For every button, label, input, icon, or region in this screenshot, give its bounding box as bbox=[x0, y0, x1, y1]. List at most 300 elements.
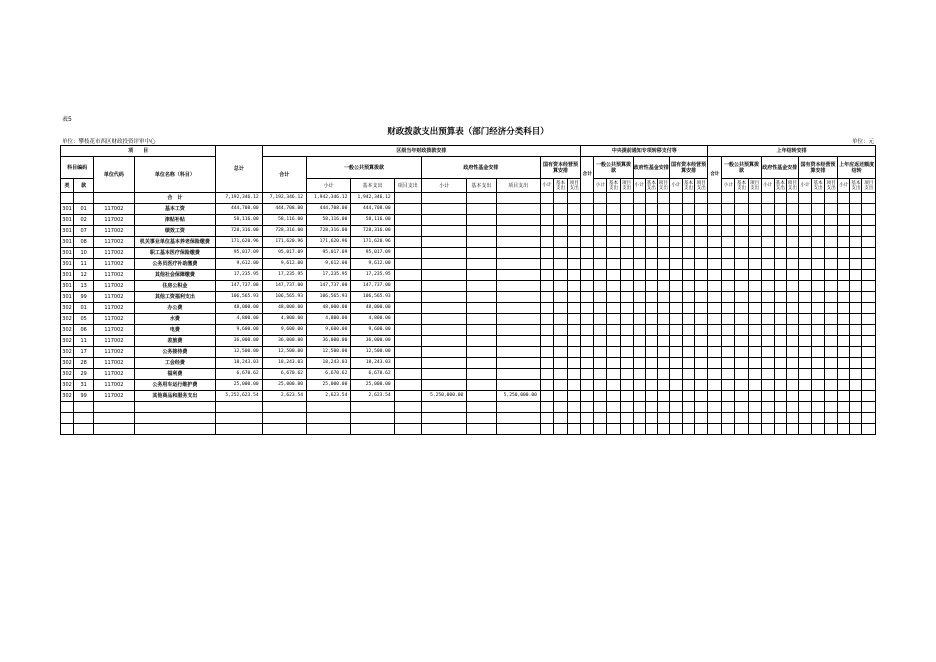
cell-district-total: 106,565.93 bbox=[262, 292, 306, 303]
header-prior-state-capital: 国有资本经营预算安排 bbox=[798, 157, 837, 179]
empty-cell bbox=[581, 226, 594, 237]
empty-cell bbox=[708, 281, 722, 292]
empty-cell bbox=[669, 402, 682, 413]
empty-cell bbox=[633, 391, 645, 402]
empty-cell bbox=[812, 325, 825, 336]
empty-cell bbox=[540, 347, 553, 358]
empty-cell bbox=[862, 347, 876, 358]
page-title: 财政拨款支出预算表（部门经济分类科目） bbox=[387, 127, 549, 137]
empty-cell bbox=[774, 413, 786, 424]
cell-total bbox=[216, 402, 262, 413]
empty-cell bbox=[838, 314, 850, 325]
empty-cell bbox=[862, 226, 876, 237]
empty-cell bbox=[786, 369, 798, 380]
cell-unit-code: 117002 bbox=[94, 248, 134, 259]
cell-unit-code: 117002 bbox=[94, 303, 134, 314]
cell-gf-project bbox=[496, 402, 540, 413]
cell-gp-subtotal: 95,017.09 bbox=[306, 248, 350, 259]
cell-gp-basic: 95,017.09 bbox=[351, 248, 394, 259]
empty-cell bbox=[748, 303, 761, 314]
cell-category bbox=[61, 413, 74, 424]
empty-cell bbox=[786, 347, 798, 358]
empty-cell bbox=[708, 325, 722, 336]
header-p-sc-subtotal: 小计 bbox=[798, 179, 811, 193]
empty-cell bbox=[568, 303, 581, 314]
cell-unit-code: 117002 bbox=[94, 281, 134, 292]
empty-cell bbox=[645, 314, 657, 325]
empty-cell bbox=[568, 325, 581, 336]
cell-unit-name: 福利费 bbox=[134, 369, 216, 380]
empty-cell bbox=[735, 402, 748, 413]
empty-cell bbox=[607, 347, 620, 358]
header-c-sc-subtotal: 小计 bbox=[669, 179, 682, 193]
empty-cell bbox=[850, 270, 862, 281]
cell-gp-project bbox=[394, 204, 421, 215]
cell-item: 11 bbox=[74, 336, 94, 347]
cell-total bbox=[216, 424, 262, 435]
cell-category: 301 bbox=[61, 281, 74, 292]
empty-cell bbox=[761, 413, 774, 424]
empty-cell bbox=[774, 248, 786, 259]
empty-cell bbox=[633, 424, 645, 435]
cell-gf-subtotal bbox=[421, 193, 466, 204]
cell-gf-basic bbox=[467, 347, 496, 358]
empty-cell bbox=[581, 215, 594, 226]
cell-total: 171,620.96 bbox=[216, 237, 262, 248]
cell-gp-subtotal: 2,623.54 bbox=[306, 391, 350, 402]
empty-cell bbox=[607, 325, 620, 336]
empty-cell bbox=[695, 336, 708, 347]
empty-cell bbox=[812, 204, 825, 215]
cell-gf-subtotal: 5,250,000.00 bbox=[421, 391, 466, 402]
cell-unit-name: 住房公积金 bbox=[134, 281, 216, 292]
empty-cell bbox=[695, 424, 708, 435]
empty-cell bbox=[553, 281, 567, 292]
empty-cell bbox=[708, 369, 722, 380]
cell-unit-name bbox=[134, 402, 216, 413]
cell-total: 17,235.95 bbox=[216, 270, 262, 281]
empty-cell bbox=[825, 281, 838, 292]
empty-cell bbox=[540, 204, 553, 215]
empty-cell bbox=[620, 204, 633, 215]
empty-cell bbox=[633, 413, 645, 424]
cell-gp-basic: 2,623.54 bbox=[351, 391, 394, 402]
empty-cell bbox=[862, 325, 876, 336]
empty-cell bbox=[645, 424, 657, 435]
empty-cell bbox=[850, 193, 862, 204]
empty-cell bbox=[708, 336, 722, 347]
empty-cell bbox=[695, 303, 708, 314]
cell-gf-subtotal bbox=[421, 270, 466, 281]
cell-gf-basic bbox=[467, 369, 496, 380]
empty-cell bbox=[682, 248, 694, 259]
empty-cell bbox=[735, 226, 748, 237]
empty-cell bbox=[825, 347, 838, 358]
empty-cell bbox=[669, 369, 682, 380]
cell-total: 48,000.00 bbox=[216, 303, 262, 314]
cell-gp-project bbox=[394, 237, 421, 248]
empty-cell bbox=[620, 402, 633, 413]
empty-cell bbox=[850, 380, 862, 391]
header-category: 类 bbox=[61, 179, 74, 193]
empty-cell bbox=[708, 314, 722, 325]
empty-cell bbox=[812, 380, 825, 391]
empty-cell bbox=[682, 314, 694, 325]
cell-gf-subtotal bbox=[421, 314, 466, 325]
empty-cell bbox=[607, 402, 620, 413]
cell-unit-name: 津贴补贴 bbox=[134, 215, 216, 226]
cell-category: 301 bbox=[61, 259, 74, 270]
empty-cell bbox=[568, 347, 581, 358]
cell-gp-subtotal: 58,116.00 bbox=[306, 215, 350, 226]
empty-cell bbox=[850, 281, 862, 292]
empty-cell bbox=[825, 402, 838, 413]
empty-cell bbox=[620, 237, 633, 248]
empty-cell bbox=[695, 380, 708, 391]
empty-cell bbox=[581, 237, 594, 248]
empty-cell bbox=[708, 303, 722, 314]
cell-gf-basic bbox=[467, 215, 496, 226]
empty-cell bbox=[722, 391, 735, 402]
empty-cell bbox=[568, 259, 581, 270]
currency-label: 单位：元 bbox=[851, 139, 874, 145]
empty-cell bbox=[633, 369, 645, 380]
cell-total bbox=[216, 413, 262, 424]
empty-cell bbox=[862, 259, 876, 270]
empty-cell bbox=[722, 226, 735, 237]
empty-cell bbox=[657, 303, 669, 314]
empty-cell bbox=[607, 292, 620, 303]
cell-gf-basic bbox=[467, 193, 496, 204]
cell-category bbox=[61, 193, 74, 204]
empty-cell bbox=[594, 402, 607, 413]
empty-cell bbox=[825, 391, 838, 402]
empty-cell bbox=[594, 215, 607, 226]
empty-cell bbox=[862, 336, 876, 347]
empty-cell bbox=[594, 380, 607, 391]
cell-unit-name: 办公费 bbox=[134, 303, 216, 314]
empty-cell bbox=[553, 413, 567, 424]
empty-cell bbox=[669, 281, 682, 292]
header-p-sr-project: 项目支出 bbox=[862, 179, 876, 193]
empty-cell bbox=[540, 248, 553, 259]
cell-unit-code bbox=[94, 424, 134, 435]
cell-district-total: 58,116.00 bbox=[262, 215, 306, 226]
cell-district-total: 12,500.00 bbox=[262, 347, 306, 358]
empty-cell bbox=[581, 193, 594, 204]
empty-cell bbox=[798, 237, 811, 248]
empty-cell bbox=[594, 193, 607, 204]
empty-cell bbox=[761, 303, 774, 314]
empty-cell bbox=[748, 270, 761, 281]
budget-table bbox=[60, 145, 876, 435]
empty-cell bbox=[540, 303, 553, 314]
header-gp-basic: 基本支出 bbox=[351, 179, 394, 193]
empty-cell bbox=[594, 369, 607, 380]
cell-district-total: 48,000.00 bbox=[262, 303, 306, 314]
cell-item: 29 bbox=[74, 369, 94, 380]
cell-gp-subtotal: 17,235.95 bbox=[306, 270, 350, 281]
empty-cell bbox=[607, 259, 620, 270]
cell-gf-project bbox=[496, 292, 540, 303]
empty-cell bbox=[812, 413, 825, 424]
cell-gp-subtotal bbox=[306, 424, 350, 435]
empty-cell bbox=[735, 270, 748, 281]
cell-gp-project bbox=[394, 336, 421, 347]
header-subject-code: 科目编码 bbox=[61, 157, 94, 179]
empty-cell bbox=[825, 215, 838, 226]
cell-unit-name bbox=[134, 424, 216, 435]
empty-cell bbox=[838, 391, 850, 402]
empty-cell bbox=[708, 391, 722, 402]
empty-cell bbox=[657, 215, 669, 226]
empty-cell bbox=[761, 226, 774, 237]
empty-cell bbox=[774, 193, 786, 204]
empty-cell bbox=[812, 369, 825, 380]
cell-category: 302 bbox=[61, 369, 74, 380]
cell-item: 13 bbox=[74, 281, 94, 292]
empty-cell bbox=[682, 226, 694, 237]
empty-cell bbox=[850, 402, 862, 413]
empty-cell bbox=[761, 237, 774, 248]
empty-cell bbox=[594, 259, 607, 270]
cell-gf-basic bbox=[467, 292, 496, 303]
empty-cell bbox=[786, 336, 798, 347]
empty-cell bbox=[812, 226, 825, 237]
empty-cell bbox=[568, 226, 581, 237]
cell-gp-subtotal: 1,942,346.12 bbox=[306, 193, 350, 204]
cell-item bbox=[74, 193, 94, 204]
cell-gp-basic: 17,235.95 bbox=[351, 270, 394, 281]
empty-cell bbox=[682, 237, 694, 248]
empty-cell bbox=[645, 248, 657, 259]
cell-district-total: 9,600.00 bbox=[262, 325, 306, 336]
cell-gf-project bbox=[496, 325, 540, 336]
empty-cell bbox=[708, 215, 722, 226]
empty-cell bbox=[812, 270, 825, 281]
cell-district-total bbox=[262, 413, 306, 424]
cell-district-total: 18,243.03 bbox=[262, 358, 306, 369]
empty-cell bbox=[735, 380, 748, 391]
empty-cell bbox=[862, 369, 876, 380]
empty-cell bbox=[695, 237, 708, 248]
empty-cell bbox=[786, 215, 798, 226]
cell-unit-name: 水费 bbox=[134, 314, 216, 325]
cell-gf-subtotal bbox=[421, 248, 466, 259]
cell-total: 36,000.00 bbox=[216, 336, 262, 347]
empty-cell bbox=[722, 380, 735, 391]
empty-cell bbox=[825, 336, 838, 347]
empty-cell bbox=[838, 303, 850, 314]
cell-unit-code: 117002 bbox=[94, 314, 134, 325]
cell-item: 28 bbox=[74, 358, 94, 369]
empty-cell bbox=[761, 402, 774, 413]
table-row bbox=[61, 347, 876, 358]
empty-cell bbox=[568, 237, 581, 248]
empty-cell bbox=[620, 380, 633, 391]
empty-cell bbox=[695, 259, 708, 270]
empty-cell bbox=[682, 336, 694, 347]
empty-cell bbox=[812, 193, 825, 204]
cell-category bbox=[61, 402, 74, 413]
cell-gp-project bbox=[394, 358, 421, 369]
table-row bbox=[61, 281, 876, 292]
empty-cell bbox=[645, 226, 657, 237]
empty-cell bbox=[568, 358, 581, 369]
table-row bbox=[61, 358, 876, 369]
cell-item: 05 bbox=[74, 314, 94, 325]
empty-cell bbox=[735, 303, 748, 314]
cell-total: 728,316.00 bbox=[216, 226, 262, 237]
cell-gp-basic: 4,800.00 bbox=[351, 314, 394, 325]
empty-cell bbox=[748, 369, 761, 380]
empty-cell bbox=[607, 303, 620, 314]
empty-cell bbox=[862, 358, 876, 369]
empty-cell bbox=[862, 391, 876, 402]
table-row bbox=[61, 380, 876, 391]
empty-cell bbox=[850, 314, 862, 325]
empty-cell bbox=[825, 226, 838, 237]
empty-cell bbox=[581, 281, 594, 292]
empty-cell bbox=[761, 424, 774, 435]
empty-cell bbox=[682, 391, 694, 402]
empty-cell bbox=[774, 314, 786, 325]
empty-cell bbox=[553, 336, 567, 347]
empty-cell bbox=[748, 336, 761, 347]
cell-gp-project bbox=[394, 391, 421, 402]
empty-cell bbox=[607, 237, 620, 248]
cell-unit-name: 其他商品和服务支出 bbox=[134, 391, 216, 402]
empty-cell bbox=[825, 237, 838, 248]
empty-cell bbox=[722, 325, 735, 336]
empty-cell bbox=[748, 413, 761, 424]
cell-total: 6,670.62 bbox=[216, 369, 262, 380]
empty-cell bbox=[553, 204, 567, 215]
empty-cell bbox=[581, 314, 594, 325]
empty-cell bbox=[553, 391, 567, 402]
empty-cell bbox=[568, 413, 581, 424]
cell-unit-name: 差旅费 bbox=[134, 336, 216, 347]
empty-cell bbox=[722, 292, 735, 303]
header-p-gp-project: 项目支出 bbox=[749, 180, 760, 191]
empty-cell bbox=[812, 402, 825, 413]
empty-cell bbox=[594, 358, 607, 369]
empty-cell bbox=[695, 325, 708, 336]
empty-cell bbox=[682, 303, 694, 314]
cell-item: 01 bbox=[74, 204, 94, 215]
empty-cell bbox=[748, 391, 761, 402]
empty-cell bbox=[786, 314, 798, 325]
cell-gf-project bbox=[496, 424, 540, 435]
empty-cell bbox=[594, 281, 607, 292]
empty-cell bbox=[798, 292, 811, 303]
cell-unit-code: 117002 bbox=[94, 237, 134, 248]
empty-cell bbox=[850, 358, 862, 369]
empty-cell bbox=[633, 336, 645, 347]
empty-cell bbox=[568, 281, 581, 292]
empty-cell bbox=[786, 292, 798, 303]
empty-cell bbox=[774, 380, 786, 391]
cell-unit-code bbox=[94, 402, 134, 413]
empty-cell bbox=[581, 204, 594, 215]
cell-gf-subtotal bbox=[421, 358, 466, 369]
header-c-gf-project: 项目支出 bbox=[658, 180, 668, 191]
empty-cell bbox=[695, 248, 708, 259]
cell-total: 5,252,623.54 bbox=[216, 391, 262, 402]
empty-cell bbox=[581, 270, 594, 281]
empty-cell bbox=[748, 347, 761, 358]
cell-gp-basic bbox=[351, 402, 394, 413]
empty-cell bbox=[607, 369, 620, 380]
empty-cell bbox=[669, 380, 682, 391]
empty-cell bbox=[581, 391, 594, 402]
empty-cell bbox=[657, 281, 669, 292]
cell-gf-project bbox=[496, 347, 540, 358]
cell-item: 11 bbox=[74, 259, 94, 270]
empty-cell bbox=[620, 336, 633, 347]
empty-cell bbox=[825, 358, 838, 369]
cell-unit-code: 117002 bbox=[94, 391, 134, 402]
cell-total: 18,243.03 bbox=[216, 358, 262, 369]
table-row bbox=[61, 325, 876, 336]
empty-cell bbox=[620, 270, 633, 281]
cell-gf-subtotal bbox=[421, 369, 466, 380]
cell-gp-subtotal: 728,316.00 bbox=[306, 226, 350, 237]
empty-cell bbox=[669, 347, 682, 358]
empty-cell bbox=[850, 237, 862, 248]
cell-total: 12,500.00 bbox=[216, 347, 262, 358]
table-row bbox=[61, 336, 876, 347]
empty-cell bbox=[786, 248, 798, 259]
empty-cell bbox=[862, 281, 876, 292]
empty-cell bbox=[553, 303, 567, 314]
empty-cell bbox=[594, 292, 607, 303]
cell-gp-subtotal: 9,600.00 bbox=[306, 325, 350, 336]
empty-cell bbox=[620, 369, 633, 380]
empty-cell bbox=[850, 424, 862, 435]
empty-cell bbox=[825, 303, 838, 314]
empty-cell bbox=[786, 413, 798, 424]
cell-gf-basic bbox=[467, 270, 496, 281]
empty-cell bbox=[722, 424, 735, 435]
empty-cell bbox=[620, 391, 633, 402]
empty-cell bbox=[735, 281, 748, 292]
empty-cell bbox=[695, 292, 708, 303]
empty-cell bbox=[633, 248, 645, 259]
cell-gp-subtotal: 12,500.00 bbox=[306, 347, 350, 358]
empty-cell bbox=[553, 347, 567, 358]
cell-gp-project bbox=[394, 281, 421, 292]
empty-cell bbox=[786, 391, 798, 402]
empty-cell bbox=[862, 292, 876, 303]
empty-cell bbox=[838, 369, 850, 380]
empty-cell bbox=[594, 325, 607, 336]
cell-category: 302 bbox=[61, 303, 74, 314]
empty-cell bbox=[695, 347, 708, 358]
cell-gp-project bbox=[394, 380, 421, 391]
empty-cell bbox=[838, 402, 850, 413]
empty-cell bbox=[862, 402, 876, 413]
empty-cell bbox=[786, 281, 798, 292]
empty-cell bbox=[568, 215, 581, 226]
empty-cell bbox=[695, 391, 708, 402]
empty-cell bbox=[581, 413, 594, 424]
empty-cell bbox=[722, 281, 735, 292]
empty-cell bbox=[748, 325, 761, 336]
empty-cell bbox=[633, 325, 645, 336]
cell-gf-project: 5,250,000.00 bbox=[496, 391, 540, 402]
cell-gp-subtotal: 106,565.93 bbox=[306, 292, 350, 303]
